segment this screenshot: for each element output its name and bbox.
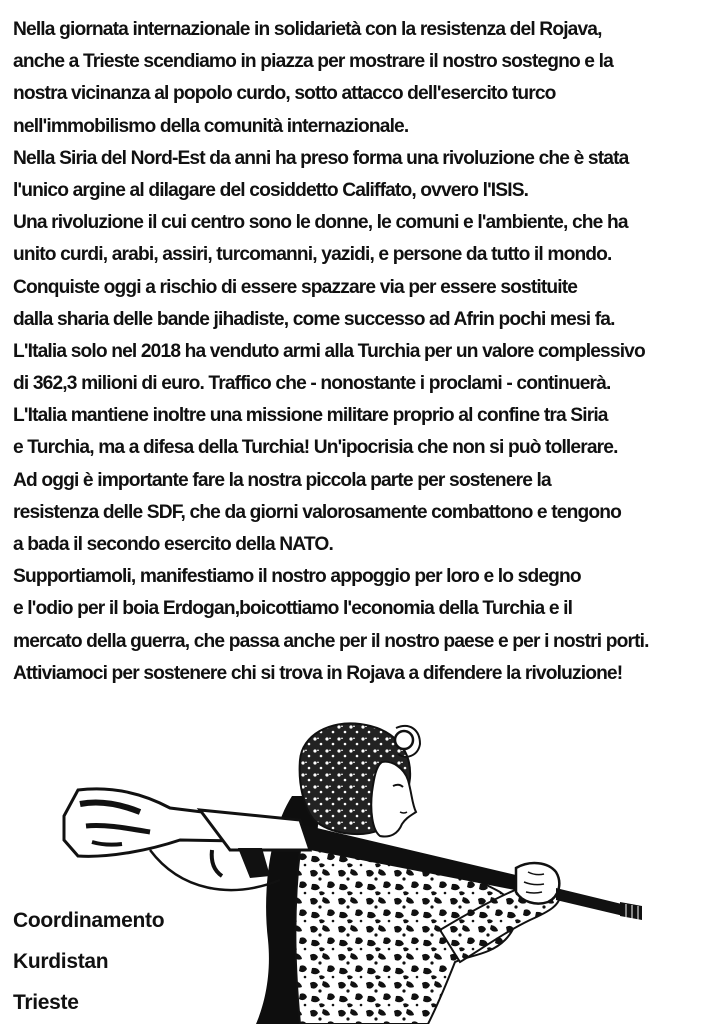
statement-line: Ad oggi è importante fare la nostra piccola parte per sostenere la — [13, 469, 551, 491]
statement-line: e Turchia, ma a difesa della Turchia! Un'ipocrisia che non si può tollerare. — [13, 437, 618, 459]
statement-line: l'unico argine al dilagare del cosiddetto Califfato, ovvero l'ISIS. — [13, 179, 529, 201]
statement-line: Nella giornata internazionale in solidarietà con la resistenza del Rojava, — [13, 19, 602, 40]
statement-line: L'Italia mantiene inoltre una missione militare proprio al confine tra Siria — [13, 405, 608, 427]
signature-line-trieste: Trieste — [13, 991, 79, 1014]
statement-line: di 362,3 milioni di euro. Traffico che - nonostante i proclami - continuerà. — [13, 373, 611, 395]
statement-line: unito curdi, arabi, assiri, turcomanni, yazidi, e persone da tutto il mondo. — [13, 244, 612, 266]
statement-line: mercato della guerra, che passa anche per il nostro paese e per i nostri porti. — [13, 630, 649, 652]
statement-line: Nella Siria del Nord-Est da anni ha preso forma una rivoluzione che è stata — [13, 147, 629, 169]
statement-text — [13, 14, 718, 690]
statement-line: nell'immobilismo della comunità internazionale. — [13, 115, 409, 137]
head — [300, 723, 420, 836]
statement-line: Una rivoluzione il cui centro sono le donne, le comuni e l'ambiente, che ha — [13, 212, 628, 234]
statement-line: resistenza delle SDF, che da giorni valorosamente combattono e tengono — [13, 501, 621, 523]
statement-line: L'Italia solo nel 2018 ha venduto armi alla Turchia per un valore complessivo — [13, 340, 645, 362]
statement-line: nostra vicinanza al popolo curdo, sotto attacco dell'esercito turco — [13, 83, 556, 105]
statement-line: Conquiste oggi a rischio di essere spazzare via per essere sostituite — [13, 276, 578, 298]
statement-line: Supportiamoli, manifestiamo il nostro appoggio per loro e lo sdegno — [13, 566, 581, 588]
signature-line-kurdistan: Kurdistan — [13, 950, 109, 973]
statement-line: a bada il secondo esercito della NATO. — [13, 534, 333, 555]
signature-block — [13, 900, 164, 1023]
statement-line: Attiviamoci per sostenere chi si trova in Rojava a difendere la rivoluzione! — [13, 662, 623, 684]
statement-line: dalla sharia delle bande jihadiste, come successo ad Afrin pochi mesi fa. — [13, 308, 615, 330]
statement-line: anche a Trieste scendiamo in piazza per mostrare il nostro sostegno e la — [13, 51, 613, 73]
signature-line-coordinamento: Coordinamento — [13, 909, 165, 932]
statement-line: e l'odio per il boia Erdogan,boicottiamo l'economia della Turchia e il — [13, 598, 573, 620]
